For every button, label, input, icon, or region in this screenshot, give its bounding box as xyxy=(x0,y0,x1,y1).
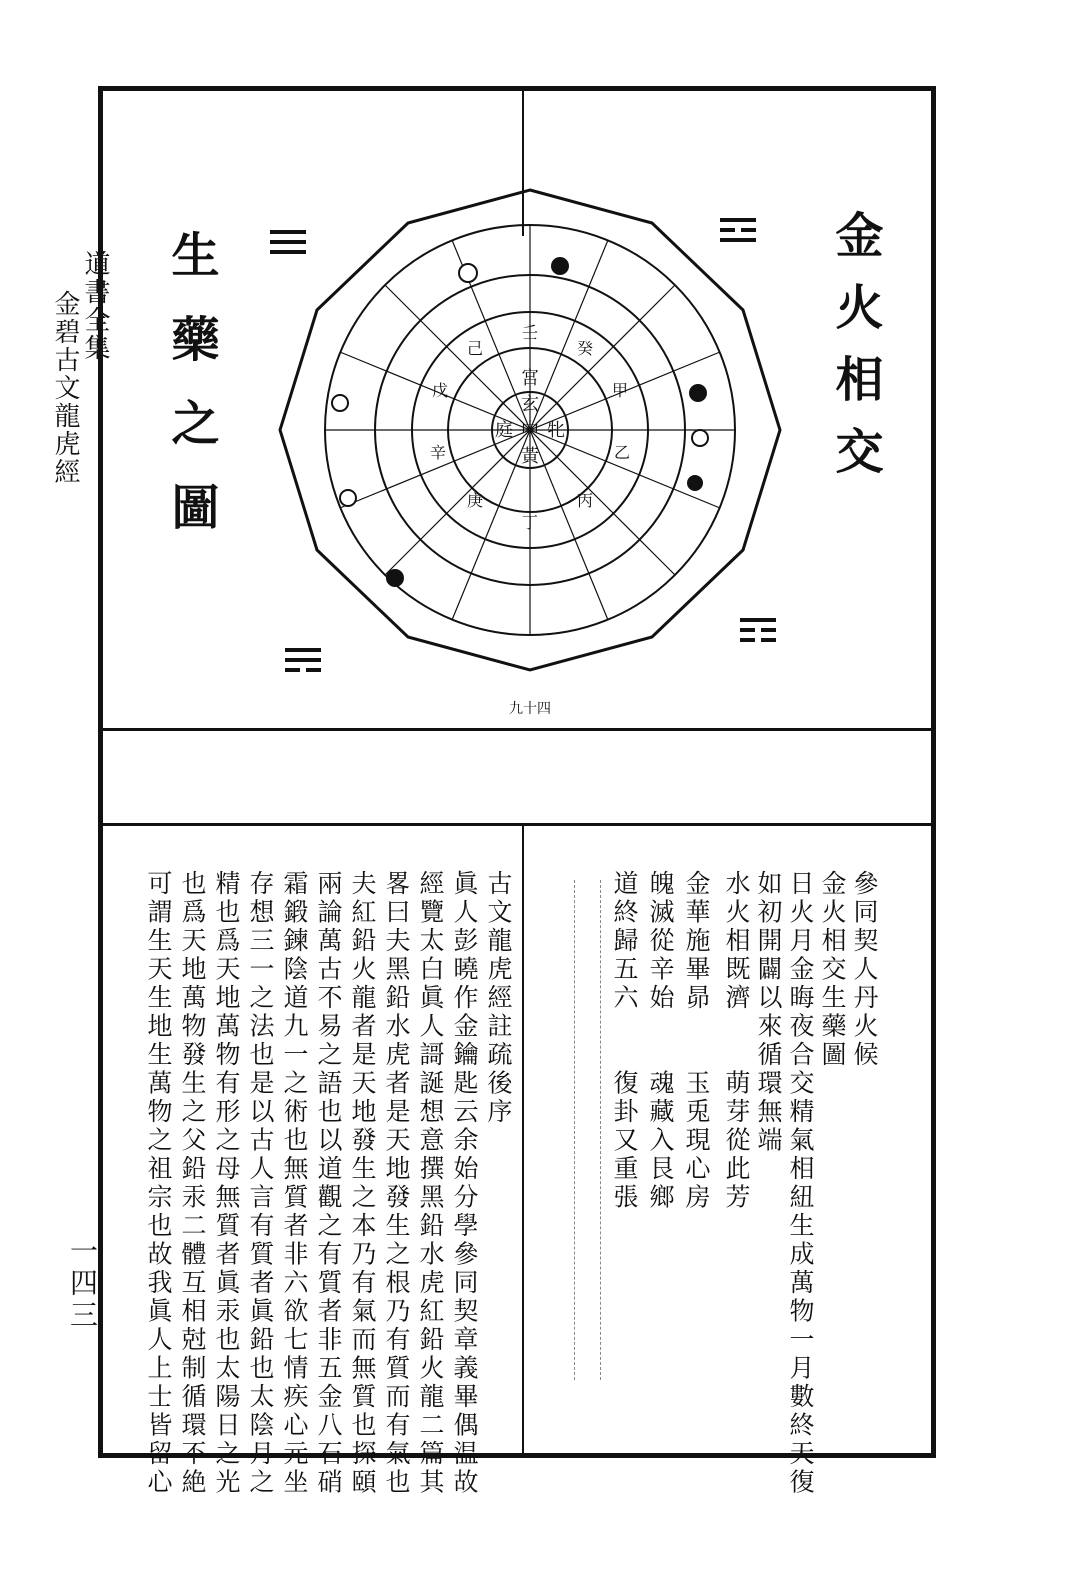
inner-ring-char: 中 xyxy=(521,420,539,441)
inner-ring-char: 玄 xyxy=(521,394,539,415)
divider-top xyxy=(103,728,931,731)
inner-ring-char: 宮 xyxy=(521,368,539,389)
text-column: 古文龍虎經註疏後序 xyxy=(484,870,513,1127)
trigram-se-1 xyxy=(740,618,776,622)
inner-ring-char: 牝 xyxy=(547,420,565,441)
text-column: 金華施畢昴 玉兎現心房 xyxy=(682,870,711,1212)
inner-ring-char: 黃 xyxy=(521,446,539,467)
moon-phase-5 xyxy=(459,264,477,282)
book-title: 金碧古文龍虎經 xyxy=(50,290,80,486)
moon-phase-6 xyxy=(332,395,348,411)
moon-phase-2 xyxy=(689,384,707,402)
moon-phase-7 xyxy=(340,490,356,506)
middle-ring-char: 戊 xyxy=(431,381,449,400)
text-column: 如初開闢以來循環無端 xyxy=(754,870,783,1155)
middle-ring-char: 乙 xyxy=(613,443,631,462)
text-column: 霜鍛鍊陰道九一之術也無質者非六欲七情疾心元坐 xyxy=(280,870,309,1497)
text-column: 可謂生天生地生萬物之祖宗也故我眞人上士皆留心 xyxy=(144,870,173,1497)
trigram-sw-4 xyxy=(306,668,321,672)
trigram-nw-1 xyxy=(270,230,306,234)
moon-phase-3 xyxy=(687,475,703,491)
text-column: 經覽太白眞人謌誕想意撰黑鉛水虎紅鉛火龍二篇其 xyxy=(416,870,445,1497)
middle-ring-char: 己 xyxy=(466,339,484,358)
diagram-bottom-caption: 九十四 xyxy=(509,701,551,717)
text-column: 存想三一之法也是以古人言有質者眞鉛也太陰月之 xyxy=(246,870,275,1497)
middle-ring-char: 丁 xyxy=(521,513,539,532)
moon-phase-4 xyxy=(386,569,404,587)
trigram-nw-3 xyxy=(270,250,306,254)
text-column: 夫紅鉛火龍者是天地發生之本乃有氣而無質也探頤 xyxy=(348,870,377,1497)
page-number: 一四三 xyxy=(66,1236,99,1332)
text-column: 水火相既濟 萌芽從此芳 xyxy=(722,870,751,1212)
trigram-ne-4 xyxy=(720,238,756,242)
middle-ring-char: 甲 xyxy=(611,381,629,400)
trigram-se-2 xyxy=(740,628,755,632)
text-column: 兩論萬古不易之語也以道觀之有質者非五金八石硝 xyxy=(314,870,343,1497)
trigram-sw-1 xyxy=(285,648,321,652)
middle-ring-char: 辛 xyxy=(429,443,447,462)
trigram-ne-2 xyxy=(720,228,735,232)
text-column: 也爲天地萬物發生之父鉛汞二體互相尅制循環不絶 xyxy=(178,870,207,1497)
trigram-sw-3 xyxy=(285,668,300,672)
text-column: 眞人彭曉作金鑰匙云余始分學參同契章義畢偶温故 xyxy=(450,870,479,1497)
moon-phase-8 xyxy=(692,430,708,446)
trigram-ne-3 xyxy=(741,228,756,232)
text-column: 畧曰夫黑鉛水虎者是天地發生之根乃有質而有氣也 xyxy=(382,870,411,1497)
trigram-sw-2 xyxy=(285,658,321,662)
trigram-ne-1 xyxy=(720,218,756,222)
text-column: 金火相交生藥圖 xyxy=(818,870,847,1070)
divider-bottom xyxy=(103,823,931,826)
text-column: 參同契人丹火候 xyxy=(850,870,879,1070)
middle-ring-char: 丙 xyxy=(576,491,594,510)
trigram-se-4 xyxy=(740,638,755,642)
inner-ring-char: 庭 xyxy=(495,420,513,441)
column-rule xyxy=(574,880,575,1380)
text-column: 日火月金晦夜合交精氣相紐生成萬物一月數終天復 xyxy=(786,870,815,1497)
lower-fold-line xyxy=(522,826,524,1458)
trigram-se-3 xyxy=(761,628,776,632)
middle-ring-char: 癸 xyxy=(576,339,594,358)
text-column: 道終歸五六 復卦又重張 xyxy=(610,870,639,1212)
collection-title: 道書全集 xyxy=(80,250,110,362)
middle-ring-char: 庚 xyxy=(466,491,484,510)
cosmological-diagram xyxy=(240,178,820,718)
middle-ring-char: 壬 xyxy=(521,323,539,342)
column-rule xyxy=(600,880,601,1380)
text-column: 精也爲天地萬物有形之母無質者眞汞也太陽日之光 xyxy=(212,870,241,1497)
trigram-se-5 xyxy=(761,638,776,642)
figure-title-right: 金火相交 xyxy=(827,210,883,498)
moon-phase-1 xyxy=(551,257,569,275)
text-column: 魄滅從辛始 魂藏入艮鄉 xyxy=(646,870,675,1212)
trigram-nw-2 xyxy=(270,240,306,244)
figure-title-left: 生藥之圖 xyxy=(163,230,219,566)
